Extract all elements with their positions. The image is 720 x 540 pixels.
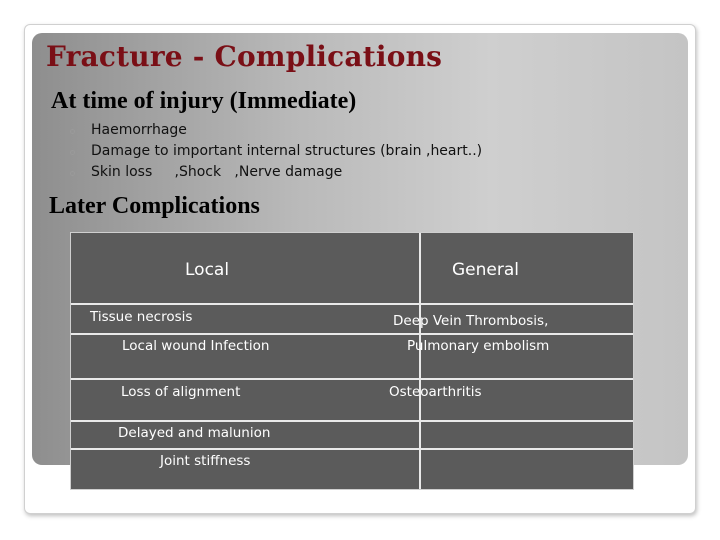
- bullet-dot-icon: [70, 150, 75, 155]
- local-complication: Local wound Infection: [122, 338, 270, 354]
- bullet-text: Damage to important internal structures (brain ,heart..): [91, 143, 483, 159]
- complications-table: [70, 232, 634, 490]
- row-divider: [71, 448, 633, 450]
- column-divider: [419, 233, 421, 489]
- general-complication: Osteoarthritis: [389, 384, 482, 400]
- local-complication: Loss of alignment: [121, 384, 241, 400]
- bullet-dot-icon: [70, 129, 75, 134]
- row-divider: [71, 333, 633, 335]
- general-complication: Deep Vein Thrombosis,: [393, 313, 549, 329]
- later-heading: Later Complications: [49, 193, 260, 219]
- column-header-general: General: [452, 260, 519, 280]
- slide-title: Fracture - Complications: [46, 40, 443, 73]
- bullet-item: [70, 162, 482, 183]
- general-complication: Pulmonary embolism: [407, 338, 550, 354]
- immediate-heading: At time of injury (Immediate): [51, 88, 357, 114]
- bullet-item: [70, 141, 482, 162]
- bullet-text: Skin loss ,Shock ,Nerve damage: [91, 164, 343, 180]
- column-header-local: Local: [185, 260, 230, 280]
- row-divider: [71, 378, 633, 380]
- immediate-bullet-list: [70, 120, 482, 183]
- bullet-dot-icon: [70, 171, 75, 176]
- row-divider: [71, 420, 633, 422]
- bullet-text: Haemorrhage: [91, 122, 187, 138]
- row-divider: [71, 303, 633, 305]
- local-complication: Delayed and malunion: [118, 425, 271, 441]
- bullet-item: [70, 120, 482, 141]
- local-complication: Joint stiffness: [160, 453, 251, 469]
- local-complication: Tissue necrosis: [90, 309, 193, 325]
